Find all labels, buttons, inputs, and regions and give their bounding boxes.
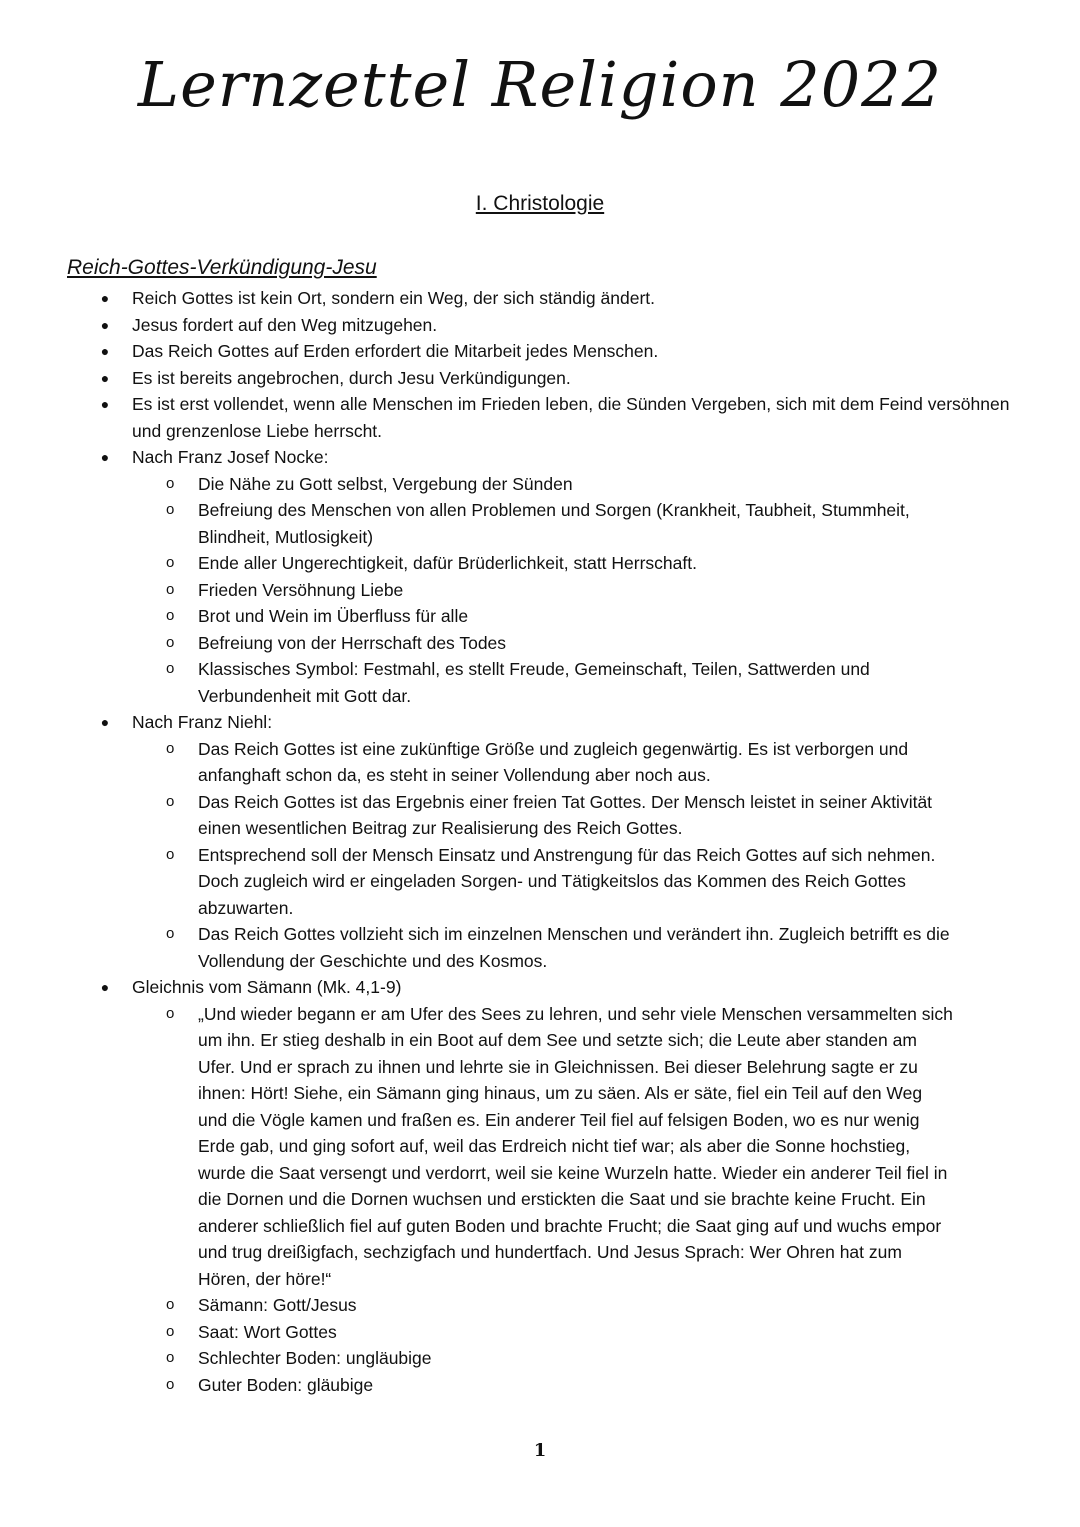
circle-bullet-icon: o [166,1004,175,1022]
circle-bullet-icon: o [166,474,175,492]
circle-bullet-icon: o [166,739,175,757]
sub-list-item [0,630,1018,657]
sub-list-item-text: Klassisches Symbol: Festmahl, es stellt Freude, Gemeinschaft, Teilen, Sattwerden und Verbundenheit mit Gott dar. [198,659,870,706]
list-item-text: Das Reich Gottes auf Erden erfordert die Mitarbeit jedes Menschen. [132,341,659,361]
list-item [0,974,1080,1398]
sub-list-item-text: Guter Boden: gläubige [198,1374,374,1395]
sub-list-item [0,1372,1018,1399]
list-item [0,365,1080,392]
circle-bullet-icon: o [166,845,175,863]
sub-list-item-text: Das Reich Gottes ist eine zukünftige Größe und zugleich gegenwärtig. Es ist verborgen und anfanghaft schon da, es steht in seiner Vollendung aber noch aus. [198,738,909,785]
circle-bullet-icon: o [166,1375,175,1393]
main-bullet-list [0,285,1080,1398]
bullet-icon: ● [100,290,110,306]
bullet-list-container [0,285,1080,1398]
list-item-text: Jesus fordert auf den Weg mitzugehen. [132,314,438,335]
bullet-icon: ● [100,979,110,995]
circle-bullet-icon: o [166,607,175,624]
sub-list-item [0,550,1018,577]
list-item-text: Nach Franz Niehl: [132,712,273,732]
sub-list-item [0,471,1018,498]
list-item-text: Gleichnis vom Sämann (Mk. 4,1-9) [132,977,402,997]
sub-list-item-text: Die Nähe zu Gott selbst, Vergebung der Sünden [198,473,573,494]
sub-bullet-list [132,736,1018,975]
circle-bullet-icon: o [166,1349,175,1366]
list-item-text: Es ist erst vollendet, wenn alle Menschen im Frieden leben, die Sünden Vergeben, sich mit dem Feind versöhnen und grenzenlose Liebe herrscht. [132,394,1010,441]
bullet-icon: ● [100,343,110,359]
list-item [0,391,1080,444]
list-item [0,444,1080,709]
sub-list-item [0,1292,1018,1319]
list-item [0,285,1080,312]
list-item-text: Es ist bereits angebrochen, durch Jesu Verkündigungen. [132,367,571,388]
sub-list-item-text: Das Reich Gottes ist das Ergebnis einer freien Tat Gottes. Der Mensch leistet in seiner Aktivität einen wesentlichen Beitrag zur Realisierung des Reich Gottes. [198,791,933,838]
sub-list-item-text: Frieden Versöhnung Liebe [198,579,404,600]
circle-bullet-icon: o [166,1322,175,1340]
circle-bullet-icon: o [166,501,175,518]
bullet-icon: ● [100,316,110,333]
bullet-icon: ● [100,714,110,730]
sub-list-item [0,497,1018,550]
document-title: Lernzettel Religion 2022 [137,48,943,121]
sub-list-item [0,1345,1018,1372]
subsection-heading: Reich-Gottes-Verkündigung-Jesu [67,256,377,279]
sub-list-item-text: Saat: Wort Gottes [198,1321,337,1342]
circle-bullet-icon: o [166,1296,175,1313]
circle-bullet-icon: o [166,925,175,942]
sub-list-item [0,736,1018,789]
section-heading: I. Christologie [475,192,605,215]
list-item [0,709,1080,974]
page-number: 1 [533,1440,547,1461]
sub-list-item-text: Entsprechend soll der Mensch Einsatz und Anstrengung für das Reich Gottes auf sich nehmen. Doch zugleich wird er eingeladen Sorgen- und Tätigkeitslos das Kommen des Reich Gottes abzuwarten. [198,844,936,918]
bullet-icon: ● [100,396,110,412]
list-item-text: Reich Gottes ist kein Ort, sondern ein Weg, der sich ständig ändert. [132,288,655,308]
list-item [0,312,1080,339]
sub-list-item [0,577,1018,604]
sub-list-item [0,921,1018,974]
sub-list-item-text: „Und wieder begann er am Ufer des Sees zu lehren, und sehr viele Menschen versammelten sich um ihn. Er stieg deshalb in ein Boot auf dem See und setzte sich; die Leute aber standen am Ufer. Und er sprach zu ihnen und lehrte sie in Gleichnissen. Bei dieser Belehrung sagte er zu ihnen: Hört! Siehe, ein Sämann ging hinaus, um zu säen. Als er säte, fiel ein Teil auf den Weg und die Vögle kamen und fraßen es. Ein anderer Teil fiel auf felsigen Boden, wo es nur wenig Erde gab, und ging sofort auf, weil das Erdreich nicht tief war; als aber die Sonne hochstieg, wurde die Saat versengt und verdorrt, weil sie keine Wurzeln hatte. Wieder ein anderer Teil fiel in die Dornen und die Dornen wuchsen und erstickten die Saat und sie brachte keine Frucht. Ein anderer schließlich fiel auf guten Boden und brachte Frucht; die Saat ging auf und wuchs empor und trug dreißigfach, sechzigfach und hundertfach. Und Jesus Sprach: Wer Ohren hat zum Hören, der höre!“ [198,1003,953,1289]
list-item [0,338,1080,365]
bullet-icon: ● [100,449,110,465]
circle-bullet-icon: o [166,633,175,651]
sub-list-item [0,603,1018,630]
sub-bullet-list [132,471,1018,710]
sub-list-item [0,842,1018,922]
sub-list-item [0,656,1018,709]
circle-bullet-icon: o [166,580,175,598]
list-item-text: Nach Franz Josef Nocke: [132,447,329,467]
circle-bullet-icon: o [166,554,175,571]
sub-list-item [0,1001,1018,1293]
circle-bullet-icon: o [166,660,175,677]
sub-list-item-text: Befreiung des Menschen von allen Problemen und Sorgen (Krankheit, Taubheit, Stummheit, Blindheit, Mutlosigkeit) [198,500,910,547]
circle-bullet-icon: o [166,792,175,810]
sub-list-item [0,789,1018,842]
sub-list-item-text: Das Reich Gottes vollzieht sich im einzelnen Menschen und verändert ihn. Zugleich betrifft es die Vollendung der Geschichte und des Kosmos. [198,924,950,971]
sub-list-item-text: Ende aller Ungerechtigkeit, dafür Brüderlichkeit, statt Herrschaft. [198,553,697,573]
sub-list-item [0,1319,1018,1346]
sub-bullet-list [132,1001,1018,1399]
bullet-icon: ● [100,369,110,386]
sub-list-item-text: Brot und Wein im Überfluss für alle [198,606,469,626]
sub-list-item-text: Sämann: Gott/Jesus [198,1295,357,1315]
sub-list-item-text: Befreiung von der Herrschaft des Todes [198,632,507,653]
sub-list-item-text: Schlechter Boden: ungläubige [198,1348,432,1368]
